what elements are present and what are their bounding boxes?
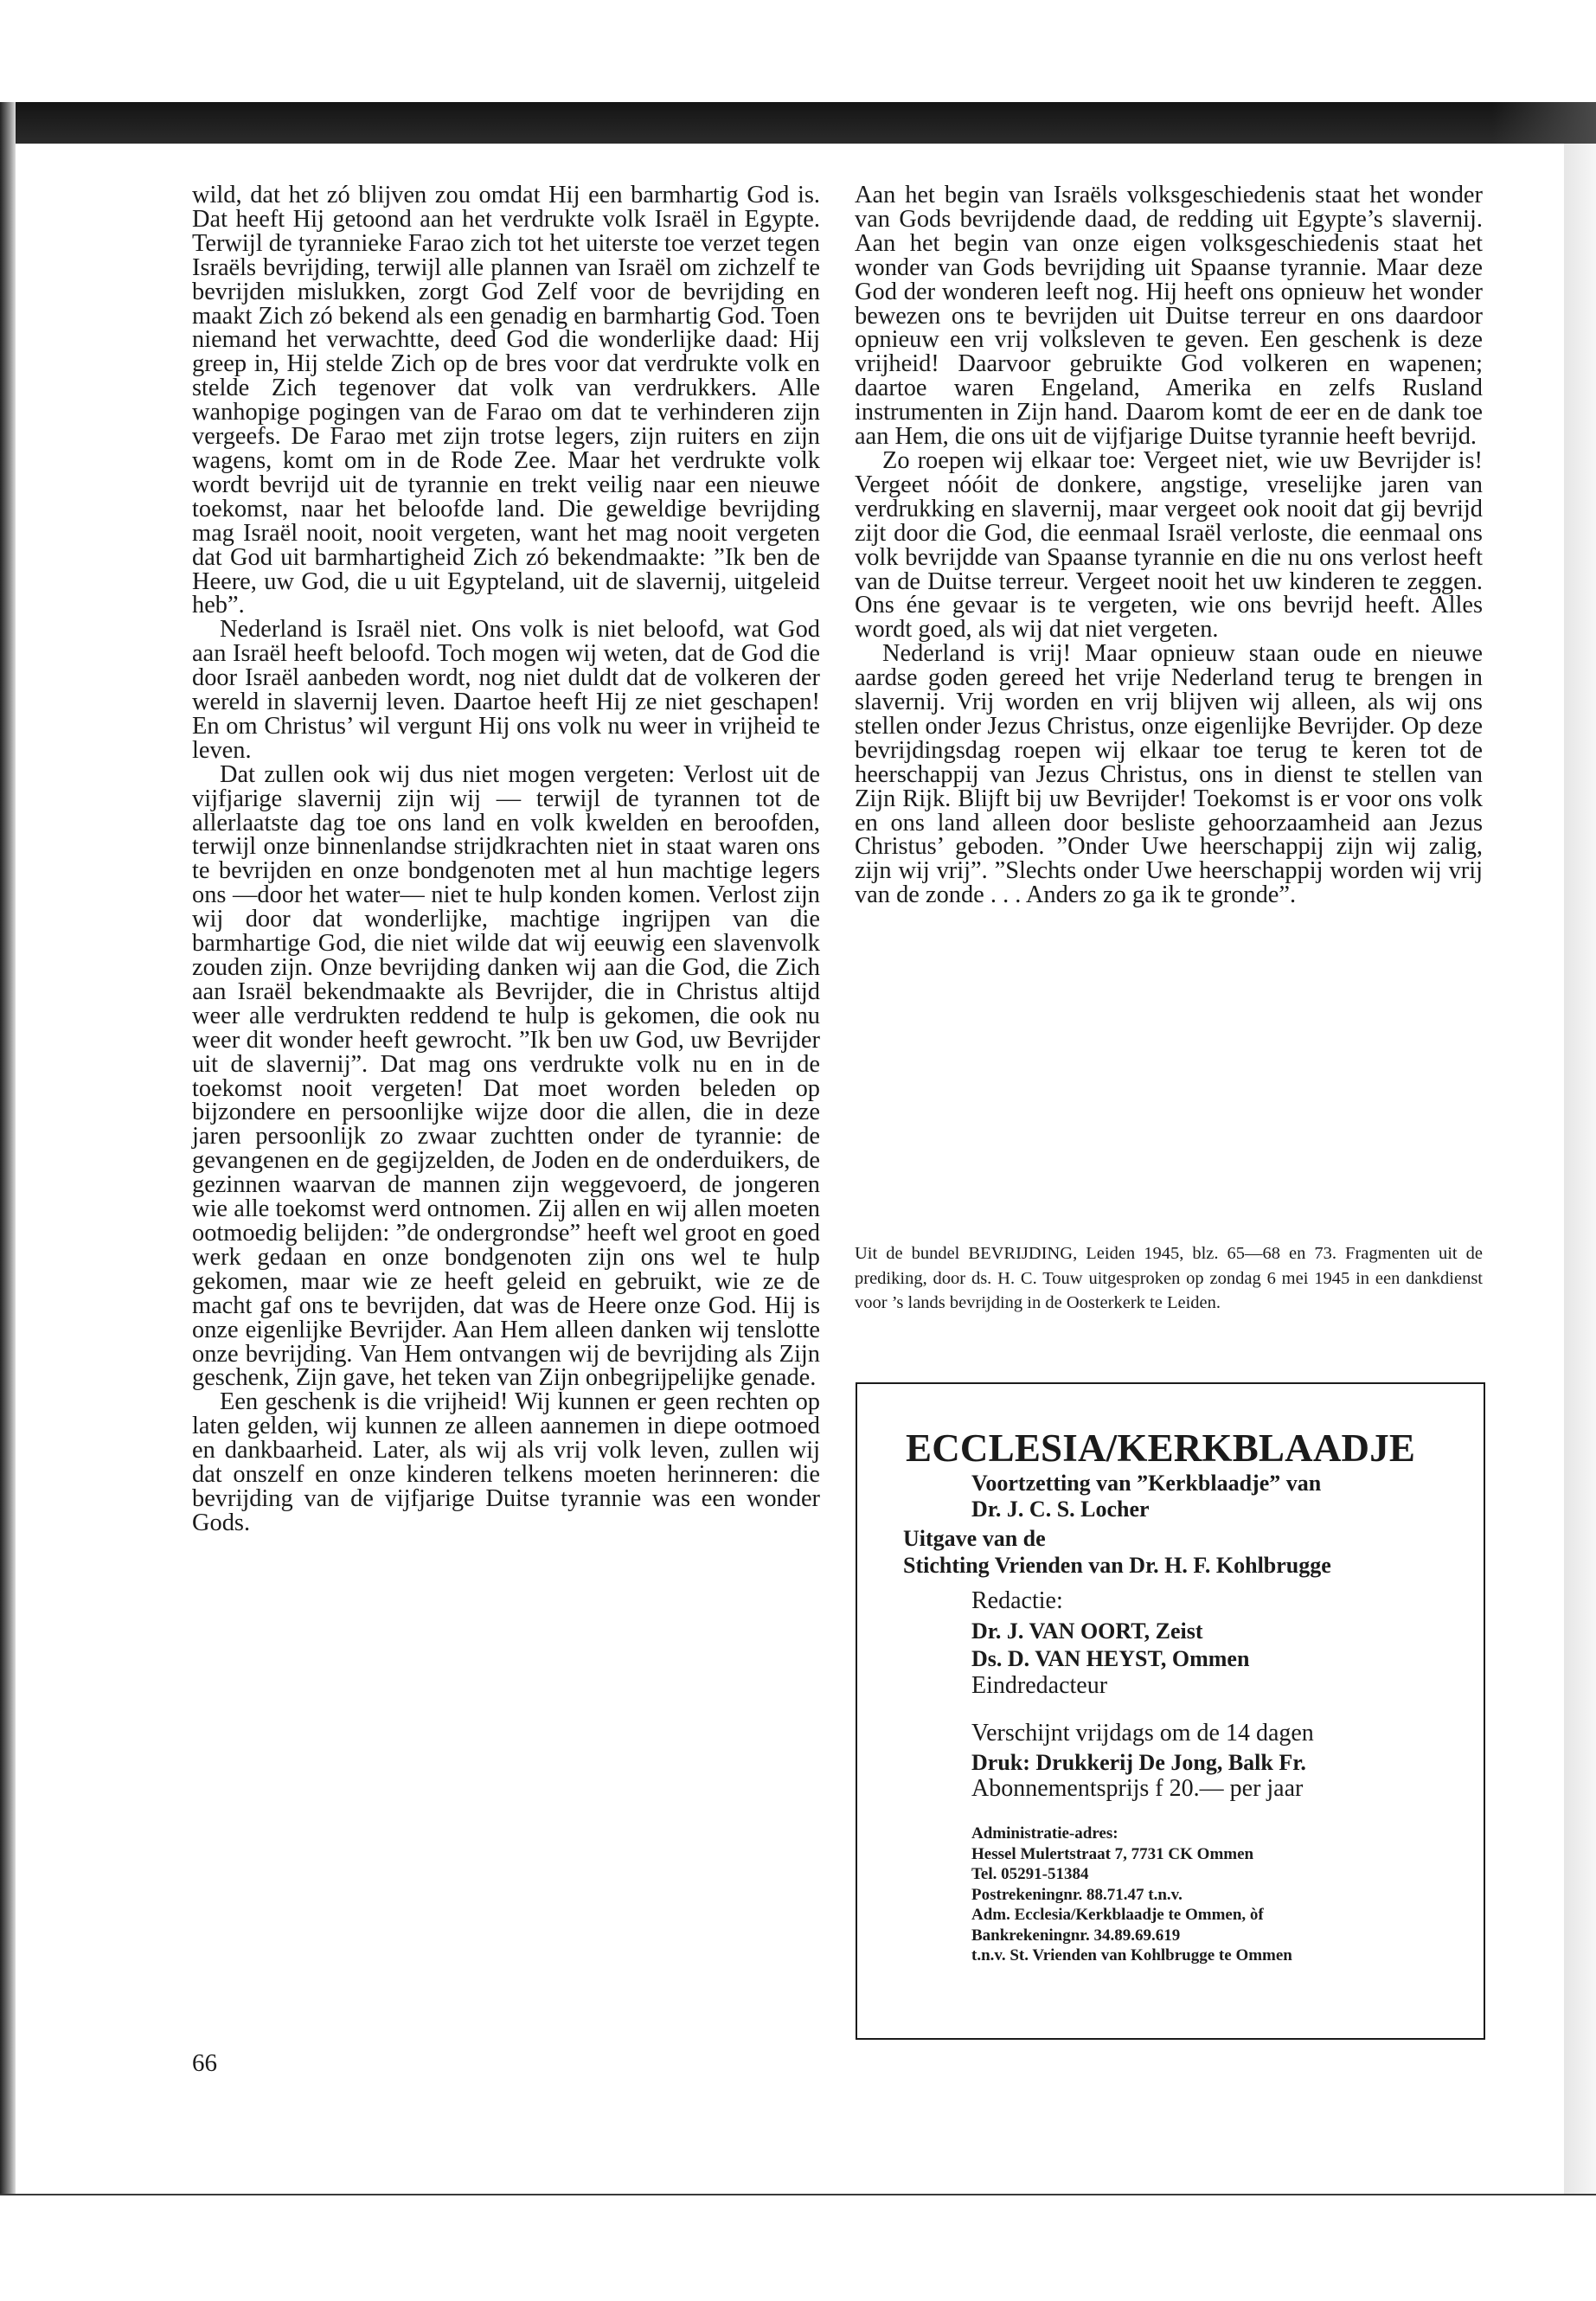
masthead-admin-block bbox=[971, 1823, 1292, 1966]
admin-line: Tel. 05291-51384 bbox=[971, 1865, 1089, 1883]
right-paragraph-1: Aan het begin van Israëls volksgeschiedenis staat het wonder van Gods bevrijdende daad, de redding uit Egypte’s slavernij. Aan het begin van onze eigen volksgeschiedenis staat het wonder van Gods bevrijding uit Spaanse tyrannie. Maar deze God der wonderen leeft nog. Hij heeft ons opnieuw het wonder bewezen ons te bevrijden uit Duitse terreur en ons daardoor opnieuw een vrij volksleven te geven. Een geschenk is deze vrijheid! Daarvoor gebruikte God volkeren en wapenen; daartoe waren Engeland, Amerika en zelfs Rusland instrumenten in Zijn hand. Daarom komt de eer en de dank toe aan Hem, die ons uit de vijfjarige Duitse tyrannie heeft bevrijd. bbox=[855, 182, 1483, 451]
masthead-box bbox=[856, 1382, 1485, 2040]
left-paragraph-4: Een geschenk is die vrijheid! Wij kunnen er geen rechten op laten gelden, wij kunnen ze alleen aannemen in diepe ootmoed en dankbaarheid. Later, als wij als vrij volk leven, zullen wij dat onszelf en onze kinderen telkens moeten herinneren: die bevrijding van de vijfjarige Duitse tyrannie was een wonder Gods. bbox=[192, 1388, 820, 1536]
admin-line: t.n.v. St. Vrienden van Kohlbrugge te Ommen bbox=[971, 1946, 1292, 1965]
masthead-title: ECCLESIA/KERKBLAADJE bbox=[906, 1426, 1416, 1470]
masthead-continuation-line2: Dr. J. C. S. Locher bbox=[971, 1497, 1150, 1522]
scan-bottom-edge bbox=[0, 2194, 1596, 2195]
admin-line: Administratie-adres: bbox=[971, 1824, 1118, 1843]
masthead-publisher-line2: Stichting Vrienden van Dr. H. F. Kohlbrugge bbox=[903, 1553, 1331, 1578]
left-paragraph-1: wild, dat het zó blijven zou omdat Hij een barmhartig God is. Dat heeft Hij getoond aan het verdrukte volk Israël in Egypte. Terwijl de tyrannieke Farao zich tot het uiterste toe verzet tegen Israëls bevrijding, terwijl alle plannen van Israël om zichzelf te bevrijden mislukken, zorgt God Zelf voor de bevrijding en maakt Zich zó bekend als een genadig en barmhartig God. Toen niemand het verwachtte, deed God die wonderlijke daad: Hij greep in, Hij stelde Zich op de bres voor dat verdrukte volk en stelde Zich tegenover dat volk van verdrukkers. Alle wanhopige pogingen van de Farao om dat te verhinderen zijn vergeefs. De Farao met zijn trotse legers, zijn ruiters en zijn wagens, komt om in de Rode Zee. Maar het verdrukte volk wordt bevrijd uit de tyrannie en trekt veilig naar een nieuwe toekomst, naar het beloofde land. Die geweldige bevrijding mag Israël nooit, nooit vergeten, want het mag nooit vergeten dat God uit barmhartigheid Zich zó bekendmaakte: ”Ik ben de Heere, uw God, die u uit Egypteland, uit de slavernij, uitgeleid heb”. bbox=[192, 182, 820, 619]
admin-line: Adm. Ecclesia/Kerkblaadje te Ommen, òf bbox=[971, 1906, 1264, 1924]
page-number: 66 bbox=[192, 2049, 217, 2077]
masthead-frequency: Verschijnt vrijdags om de 14 dagen bbox=[971, 1720, 1314, 1747]
left-paragraph-2: Nederland is Israël niet. Ons volk is niet beloofd, wat God aan Israël heeft beloofd. Toch mogen wij weten, dat de God die door Israël aanbeden wordt, nog niet duldt dat de volkeren der wereld in slavernij leven. Daartoe heeft Hij ze niet geschapen! En om Christus’ wil vergunt Hij ons volk nu weer in vrijheid te leven. bbox=[192, 616, 820, 764]
masthead-printer: Druk: Drukkerij De Jong, Balk Fr. bbox=[971, 1750, 1306, 1775]
right-text-column bbox=[855, 183, 1483, 907]
admin-line: Bankrekeningnr. 34.89.69.619 bbox=[971, 1926, 1181, 1945]
masthead-publisher-line1: Uitgave van de bbox=[903, 1526, 1046, 1551]
masthead-subscription: Abonnementsprijs f 20.— per jaar bbox=[971, 1775, 1304, 1802]
left-paragraph-3: Dat zullen ook wij dus niet mogen vergeten: Verlost uit de vijfjarige slavernij zijn wij — terwijl de tyrannen tot de allerlaatste dag toe ons land en volk kwelden en beroofden, terwijl onze binnenlandse strijdkrachten niet in staat waren ons te bevrijden en onze bondgenoten met al hun machtige legers ons —door het water— niet te hulp konden komen. Verlost zijn wij door dat wonderlijke, machtige ingrijpen van die barmhartige God, die niet wilde dat wij eeuwig een slavenvolk zouden zijn. Onze bevrijding danken wij aan die God, die Zich aan Israël bekendmaakte als Bevrijder, die in Christus altijd weer alle verdrukten reddend te hulp is gekomen, die ook nu weer dit wonder heeft gewrocht. ”Ik ben uw God, uw Bevrijder uit de slavernij”. Dat mag ons verdrukte volk nu en in de toekomst nooit vergeten! Dat moet worden beleden op bijzondere en persoonlijke wijze door die allen, die in deze jaren persoonlijk zo zwaar zuchtten onder de tyrannie: de gevangenen en de gegijzelden, de Joden en de onderduikers, de gezinnen waarvan de mannen zijn weggevoerd, de jongeren wie alle toekomst werd ontnomen. Zij allen en wij allen moeten ootmoedig belijden: ”de ondergrondse” heeft wel groot en goed werk gedaan en onze bondgenoten zijn ons wel te hulp gekomen, maar wie ze heeft geleid en gebruikt, wie ze de macht gaf ons te bevrijden, dat was de Heere onze God. Hij is onze eigenlijke Bevrijder. Aan Hem alleen danken wij tenslotte onze bevrijding. Van Hem ontvangen wij de bevrijding als Zijn geschenk, Zijn gave, het teken van Zijn onbegrijpelijke genade. bbox=[192, 760, 820, 1392]
scan-top-border bbox=[0, 102, 1596, 144]
masthead-editorial-label: Redactie: bbox=[971, 1587, 1063, 1614]
scan-right-margin bbox=[1564, 144, 1596, 2194]
right-paragraph-3: Nederland is vrij! Maar opnieuw staan oude en nieuwe aardse goden gereed het vrije Nederland terug te brengen in slavernij. Vrij worden en vrij blijven wij alleen, als wij ons stellen onder Jezus Christus, onze eigenlijke Bevrijder. Op deze bevrijdingsdag roepen wij elkaar toe terug te keren tot de heerschappij van Jezus Christus, ons in dienst te stellen van Zijn Rijk. Blijft bij uw Bevrijder! Toekomst is er voor ons volk en ons land alleen door besliste gehoorzaamheid aan Jezus Christus’ geboden. ”Onder Uwe heerschappij zijn wij zalig, zijn wij vrij”. ”Slechts onder Uwe heerschappij worden wij vrij van de zonde . . . Anders zo ga ik te gronde”. bbox=[855, 640, 1483, 909]
admin-line: Postrekeningnr. 88.71.47 t.n.v. bbox=[971, 1885, 1183, 1904]
masthead-editor-1: Dr. J. VAN OORT, Zeist bbox=[971, 1618, 1203, 1644]
masthead-editor-in-chief-label: Eindredacteur bbox=[971, 1672, 1108, 1699]
masthead-editor-2: Ds. D. VAN HEYST, Ommen bbox=[971, 1646, 1250, 1671]
source-note bbox=[855, 1241, 1483, 1316]
scan-left-edge bbox=[0, 102, 16, 2195]
right-paragraph-2: Zo roepen wij elkaar toe: Vergeet niet, wie uw Bevrijder is! Vergeet nóóit de donkere, angstige, vreselijke jaren van verdrukking en slavernij, maar vergeet ook nooit dat gij bevrijd zijt door die God, die eenmaal Israël verloste, die eenmaal ons volk bevrijdde van Spaanse tyrannie en die nu ons verlost heeft van de Duitse terreur. Vergeet nooit het uw kinderen te zeggen. Ons éne gevaar is te vergeten, wie ons bevrijd heeft. Alles wordt goed, als wij dat niet vergeten. bbox=[855, 446, 1483, 644]
masthead-continuation-line1: Voortzetting van ”Kerkblaadje” van bbox=[971, 1471, 1322, 1496]
left-text-column bbox=[192, 183, 820, 1535]
source-note-text: Uit de bundel BEVRIJDING, Leiden 1945, blz. 65—68 en 73. Fragmenten uit de prediking, door ds. H. C. Touw uitgesproken op zondag 6 mei 1945 in een dankdienst voor ’s lands bevrijding in de Oosterkerk te Leiden. bbox=[855, 1244, 1483, 1313]
admin-line: Hessel Mulertstraat 7, 7731 CK Ommen bbox=[971, 1844, 1254, 1863]
